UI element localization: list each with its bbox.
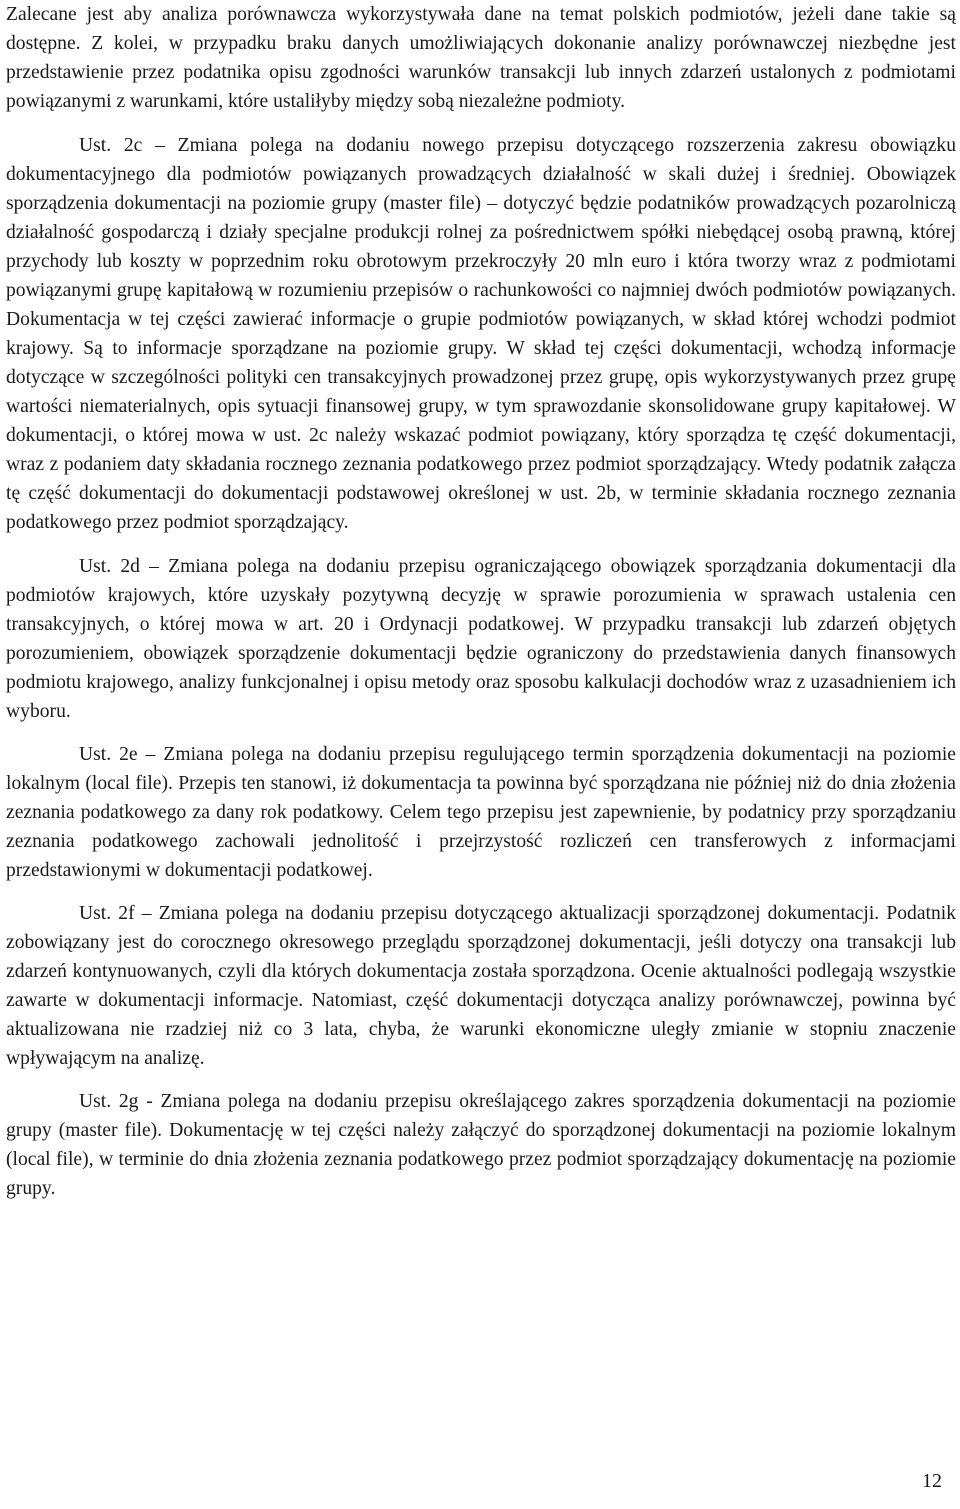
page-number: 12 [922,1470,942,1492]
document-body [6,0,956,1203]
paragraph-ust-2c: Ust. 2c – Zmiana polega na dodaniu nowego przepisu dotyczącego rozszerzenia zakresu obowiązku dokumentacyjnego dla podmiotów powiązanych prowadzących działalność w skali dużej i średniej. Obowiązek sporządzenia dokumentacji na poziomie grupy (master file) – dotyczyć będzie podatników prowadzących pozarolniczą działalność gospodarczą i działy specjalne produkcji rolnej za pośrednictwem spółki niebędącej osobą prawną, której przychody lub koszty w poprzednim roku obrotowym przekroczyły 20 mln euro i która tworzy wraz z podmiotami powiązanymi grupę kapitałową w rozumieniu przepisów o rachunkowości co najmniej dwóch podmiotów powiązanych. Dokumentacja w tej części zawierać informacje o grupie podmiotów powiązanych, w skład której wchodzi podmiot krajowy. Są to informacje sporządzane na poziomie grupy. W skład tej części dokumentacji, wchodzą informacje dotyczące w szczególności polityki cen transakcyjnych prowadzonej przez grupę, opis wykorzystywanych przez grupę wartości niematerialnych, opis sytuacji finansowej grupy, w tym sprawozdanie skonsolidowane grupy kapitałowej. W dokumentacji, o której mowa w ust. 2c należy wskazać podmiot powiązany, który sporządza tę część dokumentacji, wraz z podaniem daty składania rocznego zeznania podatkowego przez podmiot sporządzający. Wtedy podatnik załącza tę część dokumentacji do dokumentacji podstawowej określonej w ust. 2b, w terminie składania rocznego zeznania podatkowego przez podmiot sporządzający. [6,135,956,533]
paragraph-intro: Zalecane jest aby analiza porównawcza wykorzystywała dane na temat polskich podmiotów, jeżeli dane takie są dostępne. Z kolei, w przypadku braku danych umożliwiających dokonanie analizy porównawczej niezbędne jest przedstawienie przez podatnika opisu zgodności warunków transakcji lub innych zdarzeń ustalonych z podmiotami powiązanymi z warunkami, które ustaliłyby między sobą niezależne podmioty. [6,4,956,112]
paragraph-ust-2e: Ust. 2e – Zmiana polega na dodaniu przepisu regulującego termin sporządzenia dokumentacji na poziomie lokalnym (local file). Przepis ten stanowi, iż dokumentacja ta powinna być sporządzana nie później niż do dnia złożenia zeznania podatkowego za dany rok podatkowy. Celem tego przepisu jest zapewnienie, by podatnicy przy sporządzaniu zeznania podatkowego zachowali jednolitość i przejrzystość rozliczeń cen transferowych z informacjami przedstawionymi w dokumentacji podatkowej. [6,744,956,881]
paragraph-ust-2g: Ust. 2g - Zmiana polega na dodaniu przepisu określającego zakres sporządzenia dokumentacji na poziomie grupy (master file). Dokumentację w tej części należy załączyć do sporządzonej dokumentacji na poziomie lokalnym (local file), w terminie do dnia złożenia zeznania podatkowego przez podmiot sporządzający dokumentację na poziomie grupy. [6,1091,956,1199]
paragraph-ust-2f: Ust. 2f – Zmiana polega na dodaniu przepisu dotyczącego aktualizacji sporządzonej dokumentacji. Podatnik zobowiązany jest do corocznego okresowego przeglądu sporządzonej dokumentacji, jeśli dotyczy ona transakcji lub zdarzeń kontynuowanych, czyli dla których dokumentacja została sporządzona. Ocenie aktualności podlegają wszystkie zawarte w dokumentacji informacje. Natomiast, część dokumentacji dotycząca analizy porównawczej, powinna być aktualizowana nie rzadziej niż co 3 lata, chyba, że warunki ekonomiczne uległy zmianie w stopniu znaczenie wpływającym na analizę. [6,903,956,1069]
paragraph-ust-2d: Ust. 2d – Zmiana polega na dodaniu przepisu ograniczającego obowiązek sporządzania dokumentacji dla podmiotów krajowych, które uzyskały pozytywną decyzję w sprawie porozumienia w sprawach ustalenia cen transakcyjnych, o której mowa w art. 20 i Ordynacji podatkowej. W przypadku transakcji lub zdarzeń objętych porozumieniem, obowiązek sporządzenie dokumentacji będzie ograniczony do przedstawienia danych finansowych podmiotu krajowego, analizy funkcjonalnej i opisu metody oraz sposobu kalkulacji dochodów wraz z uzasadnieniem ich wyboru. [6,556,956,722]
